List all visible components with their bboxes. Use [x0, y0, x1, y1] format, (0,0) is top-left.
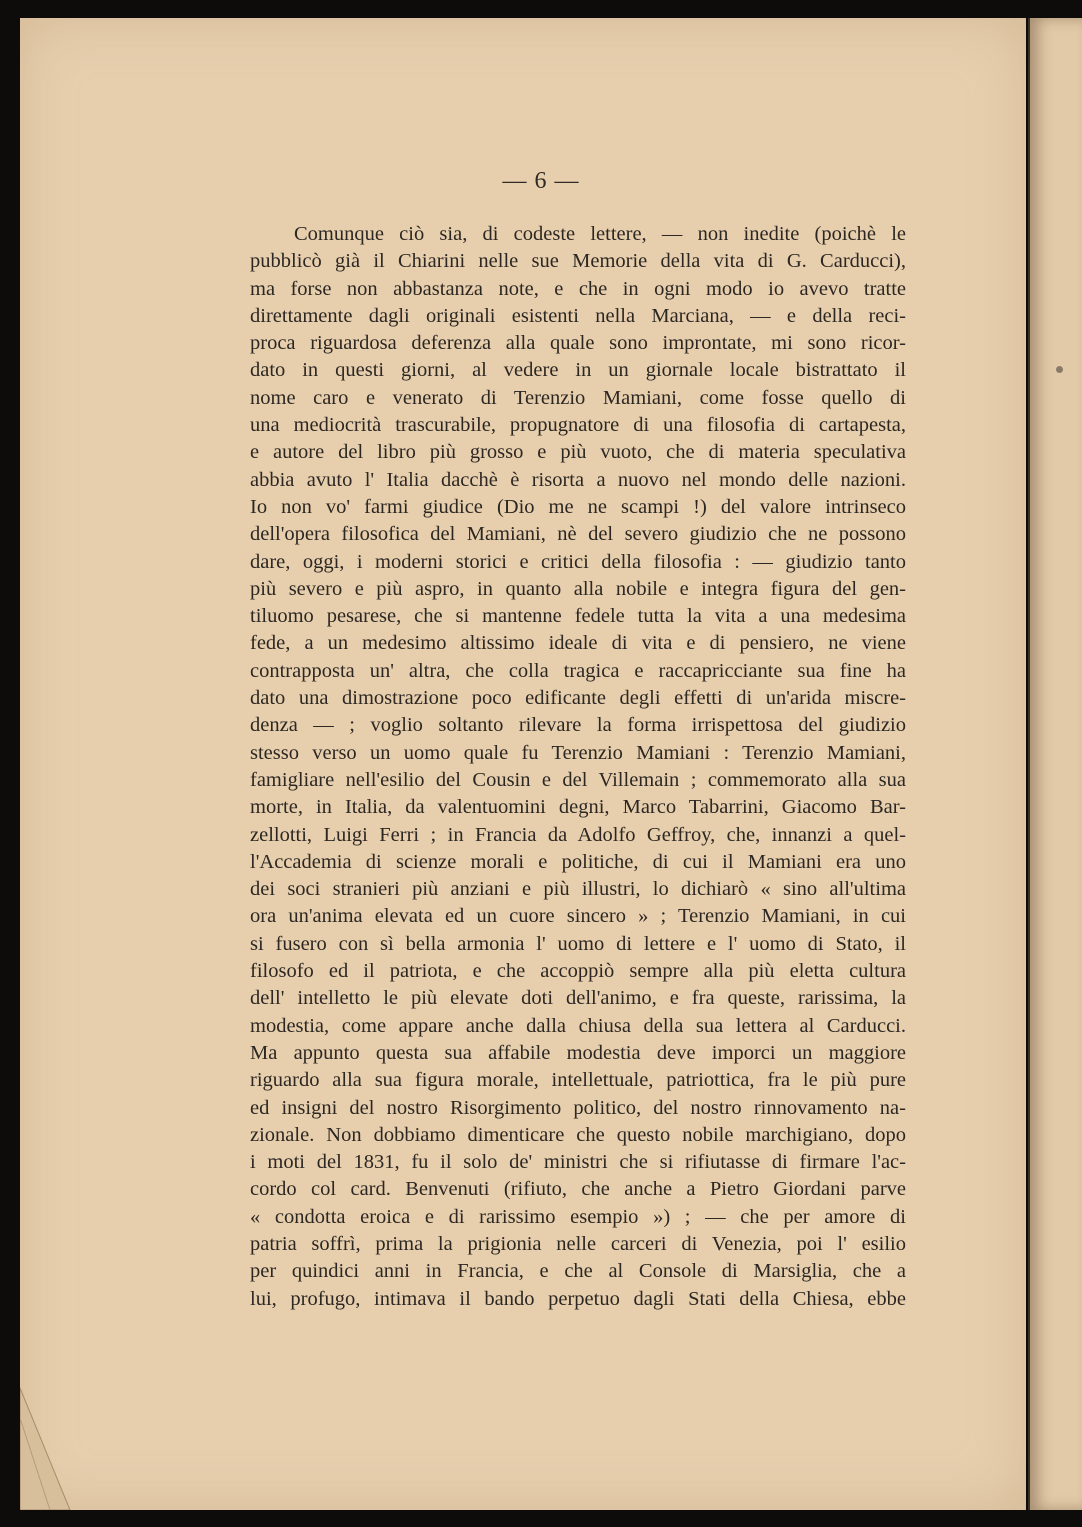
text-line: ed insigni del nostro Risorgimento politico, del nostro rinnovamento na- [250, 1096, 906, 1119]
text-line: più severo e più aspro, in quanto alla nobile e integra figura del gen- [250, 577, 906, 600]
text-line: tiluomo pesarese, che si mantenne fedele tutta la vita a una medesima [250, 605, 906, 628]
text-line: dell'opera filosofica del Mamiani, nè del severo giudizio che ne possono [250, 523, 906, 546]
text-line: direttamente dagli originali esistenti nella Marciana, — e della reci- [250, 304, 906, 327]
text-line: nome caro e venerato di Terenzio Mamiani, come fosse quello di [250, 386, 906, 409]
text-line: ma forse non abbastanza note, e che in ogni modo io avevo tratte [250, 277, 906, 300]
text-line: contrapposta un' altra, che colla tragica e raccapricciante sua fine ha [250, 659, 906, 682]
text-line: riguardo alla sua figura morale, intellettuale, patriottica, fra le più pure [250, 1069, 906, 1092]
body-text [250, 221, 906, 1313]
paper-stain [1056, 366, 1063, 373]
text-line: dei soci stranieri più anziani e più illustri, lo dichiarò « sino all'ultima [250, 878, 906, 901]
text-line: Io non vo' farmi giudice (Dio me ne scampi !) del valore intrinseco [250, 495, 906, 518]
text-line: denza — ; voglio soltanto rilevare la forma irrispettosa del giudizio [250, 714, 906, 737]
text-line: una mediocrità trascurabile, propugnatore di una filosofia di cartapesta, [250, 414, 906, 437]
text-line: dato una dimostrazione poco edificante degli effetti di un'arida miscre- [250, 687, 906, 710]
text-line: dare, oggi, i moderni storici e critici della filosofia : — giudizio tanto [250, 550, 906, 573]
text-line: fede, a un medesimo altissimo ideale di vita e di pensiero, ne viene [250, 632, 906, 655]
text-line: per quindici anni in Francia, e che al Console di Marsiglia, che a [250, 1260, 906, 1283]
text-line: zionale. Non dobbiamo dimenticare che questo nobile marchigiano, dopo [250, 1123, 906, 1146]
text-line: modestia, come appare anche dalla chiusa della sua lettera al Carducci. [250, 1014, 906, 1037]
text-line: dell' intelletto le più elevate doti dell'animo, e fra queste, rarissima, la [250, 987, 906, 1010]
text-line: cordo col card. Benvenuti (rifiuto, che anche a Pietro Giordani parve [250, 1178, 906, 1201]
text-line: famigliare nell'esilio del Cousin e del Villemain ; commemorato alla sua [250, 768, 906, 791]
text-line: dato in questi giorni, al vedere in un giornale locale bistrattato il [250, 359, 906, 382]
text-line: Comunque ciò sia, di codeste lettere, — non inedite (poichè le [294, 223, 906, 245]
text-line: Ma appunto questa sua affabile modestia deve imporci un maggiore [250, 1041, 906, 1064]
text-line: filosofo ed il patriota, e che accoppiò sempre alla più eletta cultura [250, 960, 906, 983]
text-line: « condotta eroica e di rarissimo esempio ») ; — che per amore di [250, 1205, 906, 1228]
page-number: — 6 — [502, 168, 580, 194]
text-line: lui, profugo, intimava il bando perpetuo dagli Stati della Chiesa, ebbe [250, 1287, 906, 1310]
facing-page-edge [1028, 18, 1082, 1510]
text-line: e autore del libro più grosso e più vuoto, che di materia speculativa [250, 441, 906, 464]
text-line: morte, in Italia, da valentuomini degni, Marco Tabarrini, Giacomo Bar- [250, 796, 906, 819]
text-line: pubblicò già il Chiarini nelle sue Memorie della vita di G. Carducci), [250, 250, 906, 273]
text-line: i moti del 1831, fu il solo de' ministri che si rifiutasse di firmare l'ac- [250, 1151, 906, 1174]
text-line: l'Accademia di scienze morali e politiche, di cui il Mamiani era uno [250, 850, 906, 873]
text-line: ora un'anima elevata ed un cuore sincero » ; Terenzio Mamiani, in cui [250, 905, 906, 928]
text-line: si fusero con sì bella armonia l' uomo di lettere e l' uomo di Stato, il [250, 932, 906, 955]
text-line: proca riguardosa deferenza alla quale sono improntate, mi sono ricor- [250, 332, 906, 355]
text-line: stesso verso un uomo quale fu Terenzio Mamiani : Terenzio Mamiani, [250, 741, 906, 764]
text-line: abbia avuto l' Italia dacchè è risorta a nuovo nel mondo delle nazioni. [250, 468, 906, 491]
text-line: patria soffrì, prima la prigionia nelle carceri di Venezia, poi l' esilio [250, 1232, 906, 1255]
corner-fold [20, 1378, 90, 1510]
text-line: zellotti, Luigi Ferri ; in Francia da Adolfo Geffroy, che, innanzi a quel- [250, 823, 906, 846]
